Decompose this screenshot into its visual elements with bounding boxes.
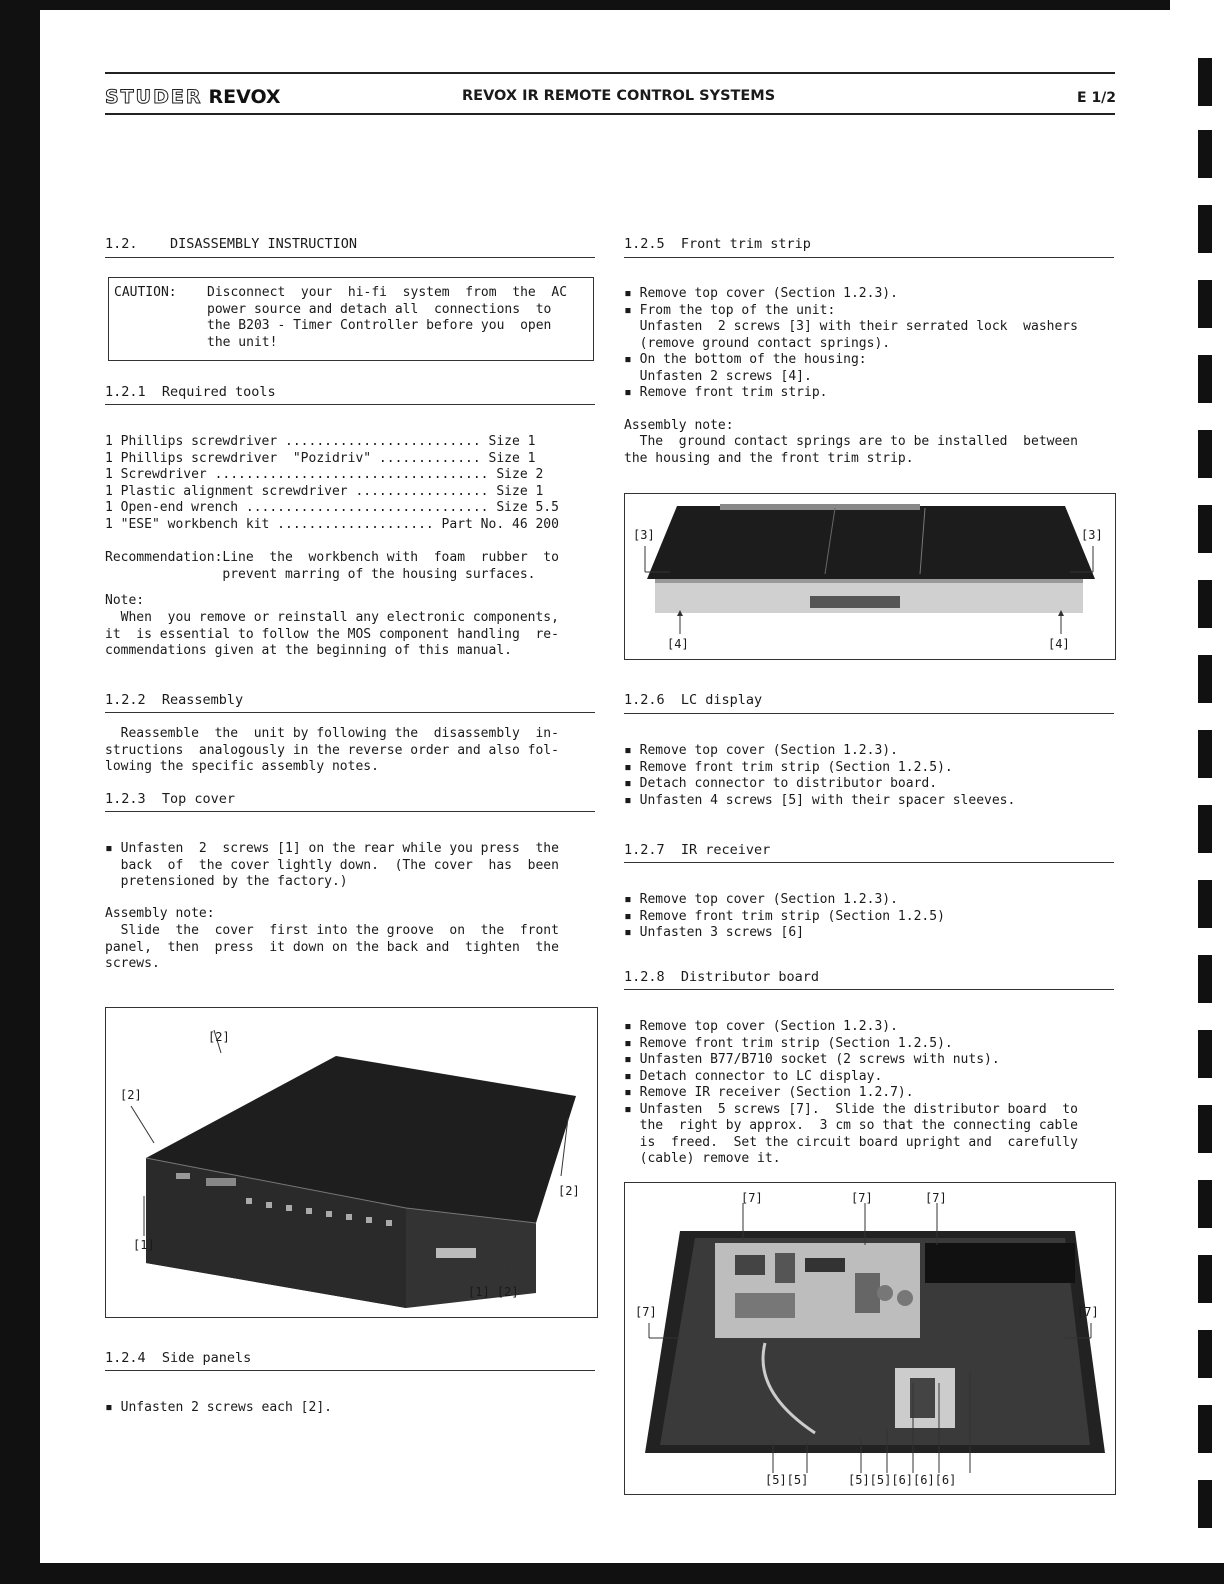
binding-mark bbox=[1198, 1180, 1212, 1228]
binding-mark bbox=[1198, 655, 1212, 703]
callout-label: [4] bbox=[1048, 637, 1070, 651]
section-1-2-5-title: 1.2.5 Front trim strip bbox=[624, 236, 811, 252]
binding-mark bbox=[1198, 1255, 1212, 1303]
studer-revox-logo bbox=[105, 86, 281, 108]
note-title: Note: bbox=[105, 593, 145, 608]
figure-top-cover-photo bbox=[105, 1007, 598, 1318]
assembly-note-text: The ground contact springs are to be installed between the housing and the front trim strip. bbox=[624, 434, 1078, 466]
section-1-2-6-text: ▪ Remove top cover (Section 1.2.3). ▪ Remove front trim strip (Section 1.2.5). ▪ Detach connector to distributor board. ▪ Unfasten 4 screws [5] with their spacer sleeves. bbox=[624, 743, 1016, 808]
callout-label: [1] [2] bbox=[468, 1285, 519, 1299]
section-rule bbox=[624, 713, 1114, 714]
callout-label: [2] bbox=[120, 1088, 142, 1102]
binding-mark bbox=[1198, 58, 1212, 106]
binding-mark bbox=[1198, 880, 1212, 928]
section-1-2-3-text: ▪ Unfasten 2 screws [1] on the rear while you press the back of the cover lightly down. (The cover has been pretensioned by the factory.) bbox=[105, 841, 559, 889]
binding-mark bbox=[1198, 205, 1212, 253]
scan-border-left bbox=[0, 0, 40, 1584]
callout-label: [3] bbox=[633, 528, 655, 542]
section-1-2-2-title: 1.2.2 Reassembly bbox=[105, 692, 244, 708]
section-rule bbox=[624, 862, 1114, 863]
tool-item: 1 Plastic alignment screwdriver ................. Size 1 bbox=[105, 484, 544, 499]
section-1-2-4-title: 1.2.4 Side panels bbox=[105, 1350, 252, 1366]
section-1-2-7-title: 1.2.7 IR receiver bbox=[624, 842, 771, 858]
board-photo-illustration bbox=[625, 1183, 1115, 1494]
logo-revox: REVOX bbox=[208, 86, 281, 108]
section-rule bbox=[624, 989, 1114, 990]
section-rule bbox=[105, 1370, 595, 1371]
binding-mark bbox=[1198, 280, 1212, 328]
section-rule bbox=[105, 404, 595, 405]
tool-item: 1 "ESE" workbench kit .................... Part No. 46 200 bbox=[105, 517, 559, 532]
callout-label: [2] bbox=[558, 1184, 580, 1198]
binding-mark bbox=[1198, 1405, 1212, 1453]
callout-label: [7] bbox=[851, 1191, 873, 1205]
binding-mark bbox=[1198, 1480, 1212, 1528]
section-rule bbox=[105, 712, 595, 713]
section-1-2-6-title: 1.2.6 LC display bbox=[624, 692, 763, 708]
logo-studer: STUDER bbox=[105, 86, 203, 108]
note-text: When you remove or reinstall any electronic components, it is essential to follow the MOS component handling re- commendations given at the beginning of this manual. bbox=[105, 610, 559, 658]
binding-mark bbox=[1198, 1030, 1212, 1078]
manual-page bbox=[40, 10, 1224, 1563]
unit-photo-illustration bbox=[106, 1008, 597, 1317]
assembly-note-text: Slide the cover first into the groove on the front panel, then press it down on the back and tighten the screws. bbox=[105, 923, 559, 971]
document-title: REVOX IR REMOTE CONTROL SYSTEMS bbox=[462, 88, 776, 104]
header-rule-bottom bbox=[105, 113, 1115, 115]
tool-item: 1 Open-end wrench ............................... Size 5.5 bbox=[105, 500, 559, 515]
binding-marks bbox=[1198, 10, 1212, 1563]
binding-mark bbox=[1198, 805, 1212, 853]
section-1-2-7-text: ▪ Remove top cover (Section 1.2.3). ▪ Remove front trim strip (Section 1.2.5) ▪ Unfasten 3 screws [6] bbox=[624, 892, 945, 940]
callout-label: [5][5] bbox=[765, 1473, 809, 1487]
recommendation-text: Recommendation:Line the workbench with foam rubber to prevent marring of the housing surfaces. bbox=[105, 550, 559, 582]
binding-mark bbox=[1198, 955, 1212, 1003]
tool-item: 1 Phillips screwdriver ......................... Size 1 bbox=[105, 434, 536, 449]
callout-label: [7] bbox=[1077, 1305, 1099, 1319]
section-1-2-title: 1.2. DISASSEMBLY INSTRUCTION bbox=[105, 236, 357, 252]
page-number: E 1/2 bbox=[1077, 90, 1117, 106]
assembly-note-title: Assembly note: bbox=[624, 418, 734, 433]
binding-mark bbox=[1198, 1330, 1212, 1378]
caution-text: Disconnect your hi-fi system from the AC power source and detach all connections to the B203 - Timer Controller before you open the unit! bbox=[207, 285, 568, 350]
callout-label: [3] bbox=[1081, 528, 1103, 542]
section-rule bbox=[105, 811, 595, 812]
caution-label: CAUTION: bbox=[114, 285, 177, 300]
binding-mark bbox=[1198, 130, 1212, 178]
callout-label: [2] bbox=[208, 1030, 230, 1044]
trim-photo-illustration bbox=[625, 494, 1115, 659]
callout-label: [7] bbox=[741, 1191, 763, 1205]
section-1-2-5-text: ▪ Remove top cover (Section 1.2.3). ▪ From the top of the unit: Unfasten 2 screws [3] with their serrated lock washers (remove ground contact springs). ▪ On the bottom of the housing: Unfasten 2 screws [4]. ▪ Remove front trim strip. bbox=[624, 286, 1078, 400]
tool-item: 1 Phillips screwdriver "Pozidriv" ............. Size 1 bbox=[105, 451, 536, 466]
section-1-2-2-text: Reassemble the unit by following the disassembly in- structions analogously in the reverse order and also fol- lowing the specific assembly notes. bbox=[105, 726, 559, 774]
figure-front-trim-photo bbox=[624, 493, 1116, 660]
binding-mark bbox=[1198, 355, 1212, 403]
binding-mark bbox=[1198, 505, 1212, 553]
binding-mark bbox=[1198, 1105, 1212, 1153]
callout-label: [4] bbox=[667, 637, 689, 651]
section-1-2-3-title: 1.2.3 Top cover bbox=[105, 791, 236, 807]
section-1-2-8-text: ▪ Remove top cover (Section 1.2.3). ▪ Remove front trim strip (Section 1.2.5). ▪ Unfasten B77/B710 socket (2 screws with nuts). ▪ Detach connector to LC display. ▪ Remove IR receiver (Section 1.2.7). ▪ Unfasten 5 screws [7]. Slide the distributor board to the right by approx. 3 cm so that the connecting cable is freed. Set the circuit board upright and carefully (cable) remove it. bbox=[624, 1019, 1078, 1166]
binding-mark bbox=[1198, 730, 1212, 778]
assembly-note-title: Assembly note: bbox=[105, 906, 215, 921]
section-rule bbox=[624, 257, 1114, 258]
callout-label: [1] bbox=[133, 1238, 155, 1252]
callout-label: [7] bbox=[635, 1305, 657, 1319]
section-1-2-4-text: ▪ Unfasten 2 screws each [2]. bbox=[105, 1400, 332, 1415]
header-rule-top bbox=[105, 72, 1115, 74]
callout-label: [5][5][6][6][6] bbox=[848, 1473, 957, 1487]
binding-mark bbox=[1198, 430, 1212, 478]
binding-mark bbox=[1198, 580, 1212, 628]
section-rule bbox=[105, 257, 595, 258]
section-1-2-1-title: 1.2.1 Required tools bbox=[105, 384, 276, 400]
tool-item: 1 Screwdriver ................................... Size 2 bbox=[105, 467, 544, 482]
scan-border-top bbox=[0, 0, 1170, 10]
figure-distributor-board-photo bbox=[624, 1182, 1116, 1495]
caution-box bbox=[108, 277, 594, 361]
scan-border-bottom bbox=[40, 1563, 1224, 1584]
section-1-2-8-title: 1.2.8 Distributor board bbox=[624, 969, 820, 985]
callout-label: [7] bbox=[925, 1191, 947, 1205]
